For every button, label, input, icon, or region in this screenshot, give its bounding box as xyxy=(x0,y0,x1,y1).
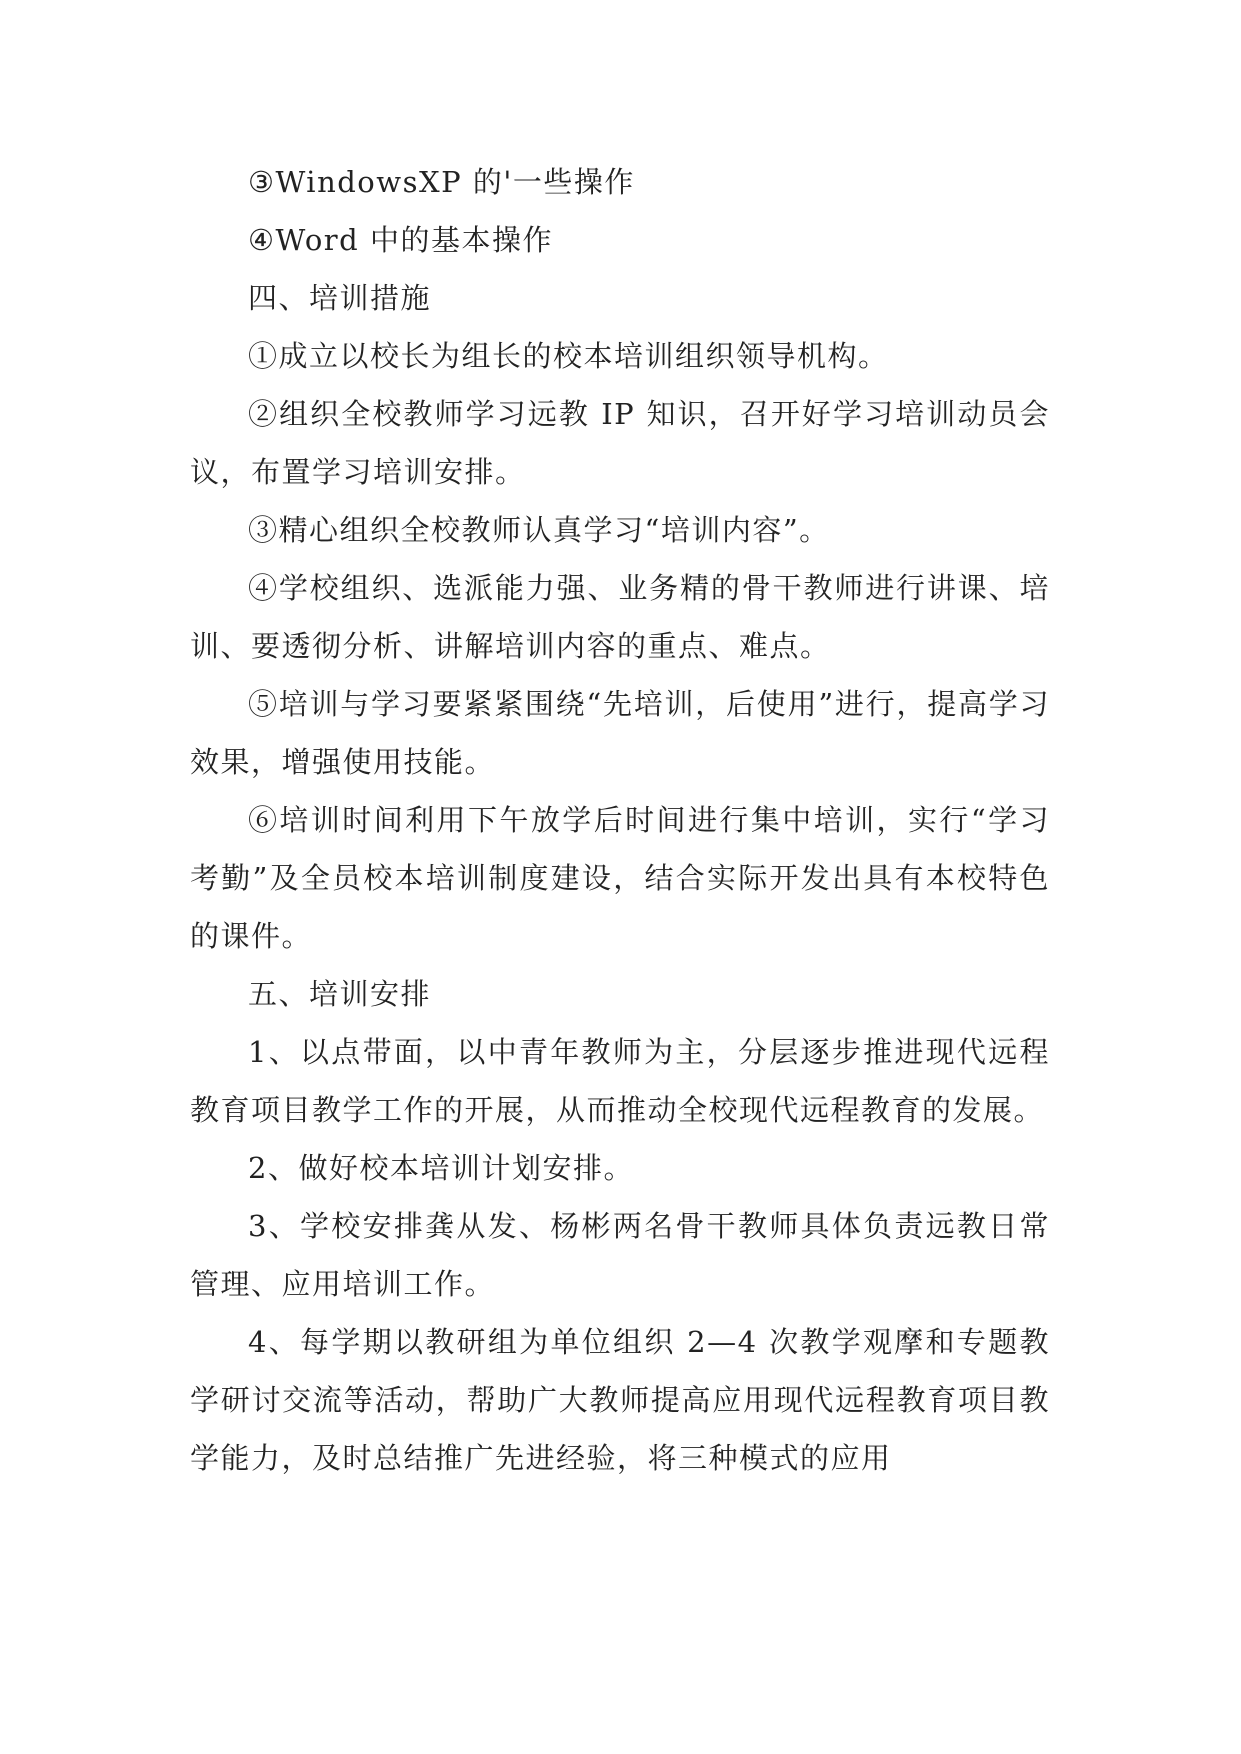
paragraph-arrangement-3: 3、学校安排龚从发、杨彬两名骨干教师具体负责远教日常管理、应用培训工作。 xyxy=(190,1209,1050,1301)
paragraph-measure-6: ⑥培训时间利用下午放学后时间进行集中培训，实行“学习考勤”及全员校本培训制度建设，结合实际开发出具有本校特色的课件。 xyxy=(190,803,1050,953)
document-body xyxy=(190,153,1050,1487)
section-heading-measures: 四、培训措施 xyxy=(248,281,432,315)
paragraph-measure-2: ②组织全校教师学习远教 IP 知识，召开好学习培训动员会议，布置学习培训安排。 xyxy=(190,397,1050,489)
paragraph-measure-5: ⑤培训与学习要紧紧围绕“先培训，后使用”进行，提高学习效果，增强使用技能。 xyxy=(190,687,1050,779)
paragraph-arrangement-2: 2、做好校本培训计划安排。 xyxy=(248,1151,634,1185)
paragraph-measure-3: ③精心组织全校教师认真学习“培训内容”。 xyxy=(248,513,830,547)
paragraph-measure-1: ①成立以校长为组长的校本培训组织领导机构。 xyxy=(248,339,889,373)
paragraph-arrangement-1: 1、以点带面，以中青年教师为主，分层逐步推进现代远程教育项目教学工作的开展，从而推动全校现代远程教育的发展。 xyxy=(190,1035,1050,1127)
paragraph-measure-4: ④学校组织、选派能力强、业务精的骨干教师进行讲课、培训、要透彻分析、讲解培训内容的重点、难点。 xyxy=(190,571,1050,663)
section-heading-arrangement: 五、培训安排 xyxy=(248,977,432,1011)
paragraph-word-basics: ④Word 中的基本操作 xyxy=(248,223,553,257)
paragraph-windows-xp: ③WindowsXP 的'一些操作 xyxy=(248,165,635,199)
paragraph-arrangement-4: 4、每学期以教研组为单位组织 2—4 次教学观摩和专题教学研讨交流等活动，帮助广大教师提高应用现代远程教育项目教学能力，及时总结推广先进经验，将三种模式的应用 xyxy=(190,1325,1050,1475)
